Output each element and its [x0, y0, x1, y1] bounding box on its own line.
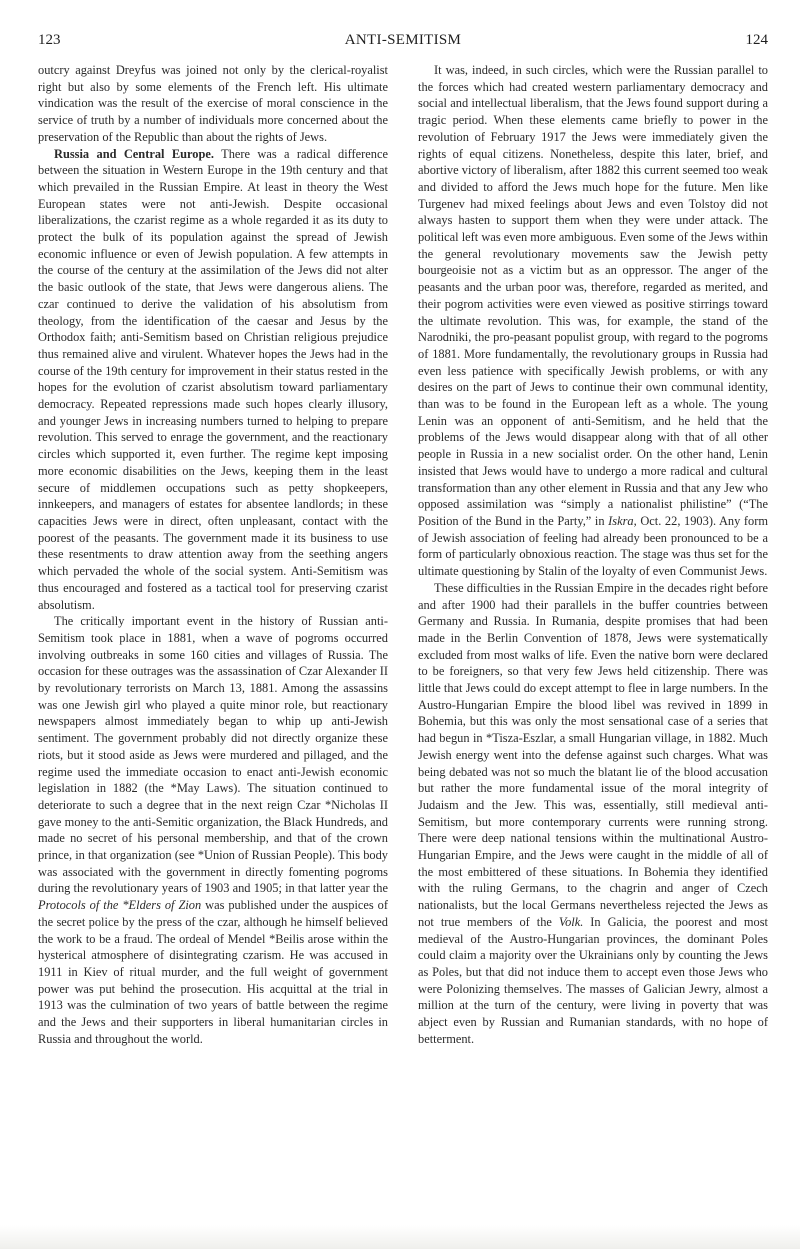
right-column: [418, 62, 768, 1047]
scan-bottom-edge: [0, 1225, 800, 1249]
paragraph-pogroms-1881: [38, 613, 388, 1047]
paragraph-text: These difficulties in the Russian Empire in the decades right before and after 1900 had their parallels in the buffer countries between Germany and Russia. In Rumania, despite promises that had been made in the Berlin Convention of 1878, Jews were systematically excluded from most walks of life. Even the native born were declared to be foreigners, so that very few Jews held citizenship. There was little that Jews could do except attempt to flee in large numbers. In the Austro-Hungarian Empire the blood libel was revived in 1899 in Bohemia, but this was only the most sensational case of a series that had begun in *Tisza-Eszlar, a small Hungarian village, in 1882. Much Jewish energy went into the defense against such charges. What was being debated was not so much the blatant lie of the blood accusation but rather the more fundamental issue of the moral integrity of Judaism and the Jew. This was, essentially, still medieval anti-Semitism, but more contemporary currents were running strong. There were deep national tensions within the multinational Austro-Hungarian Empire, and the Jews were caught in the middle of all of the most embittered of these situations. In Bohemia they identified with the ruling Germans, to the chagrin and anger of Czech nationalists, but the local Germans nevertheless rejected the Jews as not true members of the: [418, 580, 768, 929]
page-number-left: 123: [38, 32, 61, 48]
italic-word-volk: Volk.: [558, 914, 584, 929]
italic-title-protocols: Protocols of the *Elders of Zion: [38, 898, 202, 913]
paragraph-text: It was, indeed, in such circles, which were the Russian parallel to the forces which had created western parliamentary democracy and social and intellectual liberalism, that the Jews found support during a tragic period. When these elements came briefly to power in the revolution of February 1917 the Jews were immediately given the rights of equal citizens. Nonetheless, despite this later, brief, and abortive victory of liberalism, after 1882 this current seemed too weak and divided to afford the Jews much hope for the future. Men like Turgenev had mixed feelings about Jews and even Tolstoy did not always hasten to support them when they were under attack. The political left was even more ambiguous. Even some of the Jews within the general revolutionary movements saw the Jewish petty bourgeoisie not as a victim but as an oppressor. The anger of the peasants and the urban poor was, therefore, regarded as merited, and their pogrom activities were even viewed as positive stirrings toward the ultimate revolution. This was, for example, the stand of the Narodniki, the pro-peasant populist group, with regard to the pogroms of 1881. More fundamentally, the revolutionary groups in Russia had even less patience with specifically Jewish problems, or with any desires on the part of Jews to continue their own communal identity, than was to be found in the European left as a whole. The young Lenin was an opponent of anti-Semitism, and he held that the problems of the Jews would disappear along with that of all other people in Russia in a new socialist order. On the other hand, Lenin insisted that Jews would have to undergo a more radical and cultural transformation than any other element in Russia and that any Jew who opposed assimilation was “simply a nationalist philistine” (“The Position of the Bund in the Party,” in: [418, 63, 768, 528]
paragraph-text: Oct. 22, 1903). Any form of Jewish association of feeling had already been pronounced to be a form of particularly obnoxious reaction. The stage was thus set for the ultimate questioning by Stalin of the loyalty of even Communist Jews.: [418, 513, 768, 579]
italic-title-iskra: Iskra,: [608, 513, 637, 528]
paragraph-liberal-circles: [418, 62, 768, 580]
section-heading-russia-central-europe: Russia and Central Europe.: [54, 146, 214, 161]
paragraph-text: In Galicia, the poorest and most medieval of the Austro-Hungarian provinces, the dominant Poles could claim a majority over the Ukrainians only by counting the Jews as Poles, but that did not induce them to accept even those Jews who were Polonizing themselves. The masses of Galician Jewry, almost a million at the turn of the century, were living in poverty that was abject even by Russian and Rumanian standards, with no hope of betterment.: [418, 914, 768, 1046]
paragraph-text: was published under the auspices of the secret police by the press of the czar, although he himself believed the work to be a fraud. The ordeal of Mendel *Beilis arose within the hysterical atmosphere of disintegrating czarism. He was accused in 1911 in Kiev of ritual murder, and the full weight of government power was put behind the prosecution. His acquittal at the trial in 1913 was the culmination of two years of battle between the regime and the Jews and their supporters in liberal humanitarian circles in Russia and throughout the world.: [38, 898, 388, 1046]
paragraph-buffer-countries: [418, 580, 768, 1048]
paragraph-text: There was a radical difference between the situation in Western Europe in the 19th century and that which prevailed in the Russian Empire. At least in theory the West European states were not anti-Jewish. Despite occasional liberalizations, the czarist regime as a whole regarded it as its duty to protect the bulk of its population against the spread of Jewish economic influence or even of Jewish population. A few attempts in the course of the century at the assimilation of the Jews did not alter the basic outlook of the state, that Jews were dangerous aliens. The czar continued to derive the validation of his absolutism from theology, from the identification of the caesar and Jesus by the Orthodox faith; anti-Semitism based on Christian religious prejudice thus remained alive and virulent. Whatever hopes the Jews had in the course of the 19th century for improvement in their status rested in the hopes for the evolution of czarist absolutism toward parliamentary democracy. Repeated repressions made such hopes clearly illusory, and younger Jews in increasing numbers turned to helping to prepare revolution. This served to enrage the government, and the reactionary circles which supported it, even further. The regime kept imposing more economic disabilities on the Jews, keeping them in the least secure of middlemen occupations such as petty shopkeepers, innkeepers, and managers of estates for absentee landlords; in these capacities Jews were in direct, often unpleasant, contact with the poorest of the peasants. The government made it its business to use these resentments to draw attention away from the seething angers which pervaded the whole of the social system. Anti-Semitism was thus encouraged and fostered as a tactical tool for preserving czarist absolutism.: [38, 146, 388, 612]
running-title: ANTI-SEMITISM: [344, 32, 462, 48]
paragraph-dreyfus-continuation: outcry against Dreyfus was joined not only by the clerical-royalist right but also by some elements of the French left. His ultimate vindication was the result of the exercise of moral conscience in the service of truth by a number of individuals more concerned about the preservation of the Republic than about the rights of Jews.: [38, 63, 388, 144]
page-header: [38, 32, 768, 56]
page-number-right: 124: [745, 32, 768, 48]
left-column: [38, 62, 388, 1047]
paragraph-text: The critically important event in the history of Russian anti-Semitism took place in 1881, when a wave of pogroms occurred involving outbreaks in some 160 cities and villages of Russia. The occasion for these outrages was the assassination of Czar Alexander II by revolutionary terrorists on March 13, 1881. Among the assassins was one Jewish girl who played a quite minor role, but reactionary newspapers almost immediately began to whip up anti-Jewish sentiment. The government probably did not directly organize these riots, but it stood aside as Jews were murdered and pillaged, and the regime used the immediate occasion to enact anti-Jewish economic legislation in 1882 (the *May Laws). The situation continued to deteriorate to such a degree that in the next reign Czar *Nicholas II gave money to the anti-Semitic organization, the Black Hundreds, and made no secret of his personal membership, and that of the crown prince, in that organization (see *Union of Russian People). This body was associated with the government in directly fomenting pogroms during the revolutionary years of 1903 and 1905; in that latter year the: [38, 614, 388, 896]
paragraph-russia-central-europe: [38, 146, 388, 614]
